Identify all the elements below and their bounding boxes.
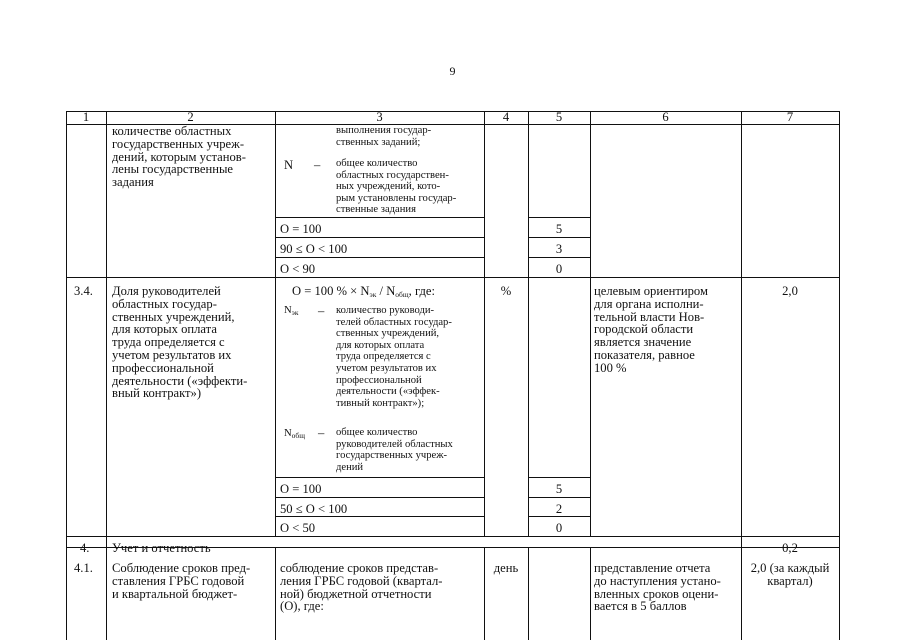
criteria-line	[275, 257, 484, 258]
row-number: 4.1.	[74, 561, 93, 575]
indicator-name: Доля руководителей областных государ- ственных учреждений, для которых оплата труда определяется с учетом результатов их профессиональной деятельности («эффекти- вный контракт»)	[112, 284, 248, 401]
criterion-condition: О = 100	[280, 222, 322, 236]
col-divider	[590, 547, 591, 640]
col-divider	[528, 111, 529, 536]
formula: соблюдение сроков представ- ления ГРБС годовой (квартал- ной) бюджетной отчетности (О), где:	[280, 561, 443, 614]
criterion-condition: О < 50	[280, 521, 316, 535]
header-cell: 5	[555, 110, 563, 124]
criterion-score: 0	[555, 521, 563, 535]
criteria-line	[528, 516, 590, 517]
row-divider	[66, 536, 840, 537]
indicator-name: количестве областных государственных учреж- дений, которым установ- лены государственные задания	[112, 124, 246, 190]
variable-name: $N_{общ}$	[284, 428, 305, 440]
col-divider	[484, 111, 485, 536]
unit: %	[500, 284, 512, 298]
indicator-name: Соблюдение сроков пред- ставления ГРБС годовой и квартальной бюджет-	[112, 561, 251, 601]
dash: –	[318, 304, 325, 318]
col-divider	[528, 547, 529, 640]
col-divider	[590, 111, 591, 536]
criterion-condition: О < 90	[280, 262, 316, 276]
header-cell: 7	[786, 110, 794, 124]
target-description: представление отчета до наступления устано- вленных сроков оцени- вается в 5 баллов	[594, 561, 721, 614]
table-border-right	[839, 111, 840, 640]
dash: –	[314, 158, 321, 172]
row-number: 4.	[80, 541, 90, 555]
col-divider	[484, 547, 485, 640]
variable-definition: общее количество областных государствен- ных учреждений, кото- рым установлены государ- ственные задания	[336, 158, 457, 216]
target-description: целевым ориентиром для органа исполни- тельной власти Нов- городской области является значение показателя, равное 100 %	[594, 284, 708, 375]
header-cell: 2	[187, 110, 194, 124]
row-number: 3.4.	[74, 284, 93, 298]
criterion-score: 0	[555, 262, 563, 276]
header-cell: 3	[376, 110, 383, 124]
criterion-score: 5	[555, 482, 563, 496]
section-title: Учет и отчетность	[112, 541, 211, 555]
criterion-condition: 90 ≤ О < 100	[280, 242, 348, 256]
criteria-line	[528, 237, 590, 238]
criteria-line	[528, 257, 590, 258]
criterion-condition: О = 100	[280, 482, 322, 496]
header-cell: 4	[502, 110, 510, 124]
criteria-line	[275, 217, 484, 218]
indicators-table	[66, 111, 840, 640]
variable-definition: общее количество руководителей областных государственных учреж- дений	[336, 427, 453, 473]
criterion-condition: 50 ≤ О < 100	[280, 502, 348, 516]
variable-definition: количество руководи- телей областных государ- ственных учреждений, для которых оплата труда определяется с учетом результатов их профессиональной деятельности («эффек- тивный контракт»);	[336, 305, 452, 409]
col-divider	[741, 111, 742, 640]
criteria-line	[528, 477, 590, 478]
weight: 0,2	[782, 541, 798, 555]
criterion-score: 3	[555, 242, 563, 256]
criteria-line	[275, 497, 484, 498]
dash: –	[318, 426, 325, 440]
criteria-line	[275, 477, 484, 478]
criterion-score: 2	[555, 502, 563, 516]
criteria-line	[275, 516, 484, 517]
col-divider	[106, 111, 107, 640]
unit: день	[493, 561, 519, 575]
criteria-line	[528, 497, 590, 498]
criteria-line	[275, 237, 484, 238]
header-cell: 6	[662, 110, 669, 124]
col-divider	[275, 111, 276, 536]
formula-continued: выполнения государ- ственных заданий;	[336, 125, 432, 148]
variable-name: $N_{эк}$	[284, 305, 299, 317]
header-cell: 1	[82, 110, 90, 124]
table-border-left	[66, 111, 67, 640]
criterion-score: 5	[555, 222, 563, 236]
col-divider	[275, 547, 276, 640]
weight: 2,0 (за каждый квартал)	[750, 561, 830, 588]
weight: 2,0	[782, 284, 798, 298]
page-number: 9	[449, 64, 456, 78]
row-divider	[66, 277, 840, 278]
criteria-line	[528, 217, 590, 218]
formula: О = 100 % × $N_{эк} / N_{общ}$, где:	[292, 284, 435, 299]
variable-name: N	[284, 158, 294, 172]
